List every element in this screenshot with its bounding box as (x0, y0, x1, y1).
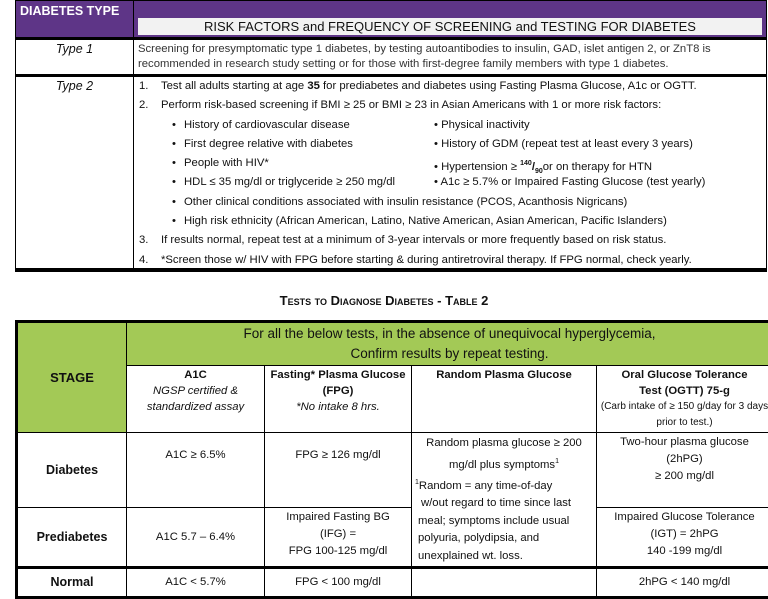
risk-factor-row: • History of cardiovascular disease • Physical inactivity (134, 116, 766, 135)
a1c-header: A1C NGSP certified & standardized assay (127, 366, 265, 433)
ogtt-cell: Impaired Glucose Tolerance (IGT) = 2hPG 140 -199 mg/dl (597, 507, 768, 567)
type1-text: Screening for presymptomatic type 1 diabetes, by testing autoantibodies to insulin, GAD, islet antigen 2, or ZnT8 is recommended in research study setting or for those with first-degree family members with type 1 diabetes. (134, 39, 767, 76)
ogtt-header: Oral Glucose Tolerance Test (OGTT) 75-g (Carb intake of ≥ 150 g/day for 3 days prior to test.) (597, 366, 768, 433)
item-2: 2. Perform risk-based screening if BMI ≥ 25 or BMI ≥ 23 in Asian Americans with 1 or more risk factors: (134, 96, 766, 115)
screening-table (15, 0, 767, 272)
table-row (17, 568, 768, 598)
a1c-cell: A1C ≥ 6.5% (127, 433, 265, 508)
table2-title: Tests to Diagnose Diabetes - Table 2 (0, 293, 768, 308)
fpg-cell: FPG < 100 mg/dl (265, 568, 412, 598)
table-row (17, 507, 768, 567)
risk-factor-row: • People with HIV* • Hypertension ≥ $^{140}/_{90}or$ on therapy for HTN (134, 154, 766, 173)
diagnosis-table (15, 320, 768, 599)
row-label: Normal (17, 568, 127, 598)
stage-header: STAGE (17, 322, 127, 433)
type2-content (134, 76, 767, 272)
ogtt-cell: 2hPG < 140 mg/dl (597, 568, 768, 598)
rpg-cell (412, 568, 597, 598)
banner: For all the below tests, in the absence of unequivocal hyperglycemia, Confirm results by repeat testing. (127, 322, 768, 366)
table-row (17, 433, 768, 508)
rpg-cell: Random plasma glucose ≥ 200 mg/dl plus symptoms$^1$ $^1$Random = any time-of-day w/out regard to time since last meal; symptoms include usual polyuria, polydipsia, and unexplained wt. loss. (412, 433, 597, 568)
risk-factor-row: • Other clinical conditions associated with insulin resistance (PCOS, Acanthosis Nigricans) (134, 193, 766, 212)
item-3: 3. If results normal, repeat test at a minimum of 3-year intervals or more frequently based on risk status. (134, 231, 766, 250)
fpg-cell: Impaired Fasting BG (IFG) = FPG 100-125 mg/dl (265, 507, 412, 567)
diabetes-type-header: DIABETES TYPE (16, 1, 134, 39)
a1c-cell: A1C 5.7 – 6.4% (127, 507, 265, 567)
risk-factor-row: • High risk ethnicity (African American, Latino, Native American, Asian American, Pacific Islanders) (134, 212, 766, 231)
type2-label: Type 2 (16, 76, 134, 272)
type1-label: Type 1 (16, 39, 134, 76)
item-4: 4. *Screen those w/ HIV with FPG before starting & during antiretroviral therapy. If FPG normal, check yearly. (134, 251, 766, 270)
row-label: Prediabetes (17, 507, 127, 567)
rpg-header: Random Plasma Glucose (412, 366, 597, 433)
row-label: Diabetes (17, 433, 127, 508)
fpg-header: Fasting* Plasma Glucose (FPG) *No intake 8 hrs. (265, 366, 412, 433)
risk-factor-row: • HDL ≤ 35 mg/dl or triglyceride ≥ 250 mg/dl • A1c ≥ 5.7% or Impaired Fasting Glucose (test yearly) (134, 173, 766, 192)
fpg-cell: FPG ≥ 126 mg/dl (265, 433, 412, 508)
table1-title: RISK FACTORS and FREQUENCY OF SCREENING and TESTING FOR DIABETES (137, 17, 763, 36)
item-1: 1. Test all adults starting at age 35 for prediabetes and diabetes using Fasting Plasma Glucose, A1c or OGTT. (134, 77, 766, 96)
ogtt-cell: Two-hour plasma glucose (2hPG) ≥ 200 mg/dl (597, 433, 768, 508)
risk-factor-row: • First degree relative with diabetes • History of GDM (repeat test at least every 3 years) (134, 135, 766, 154)
a1c-cell: A1C < 5.7% (127, 568, 265, 598)
